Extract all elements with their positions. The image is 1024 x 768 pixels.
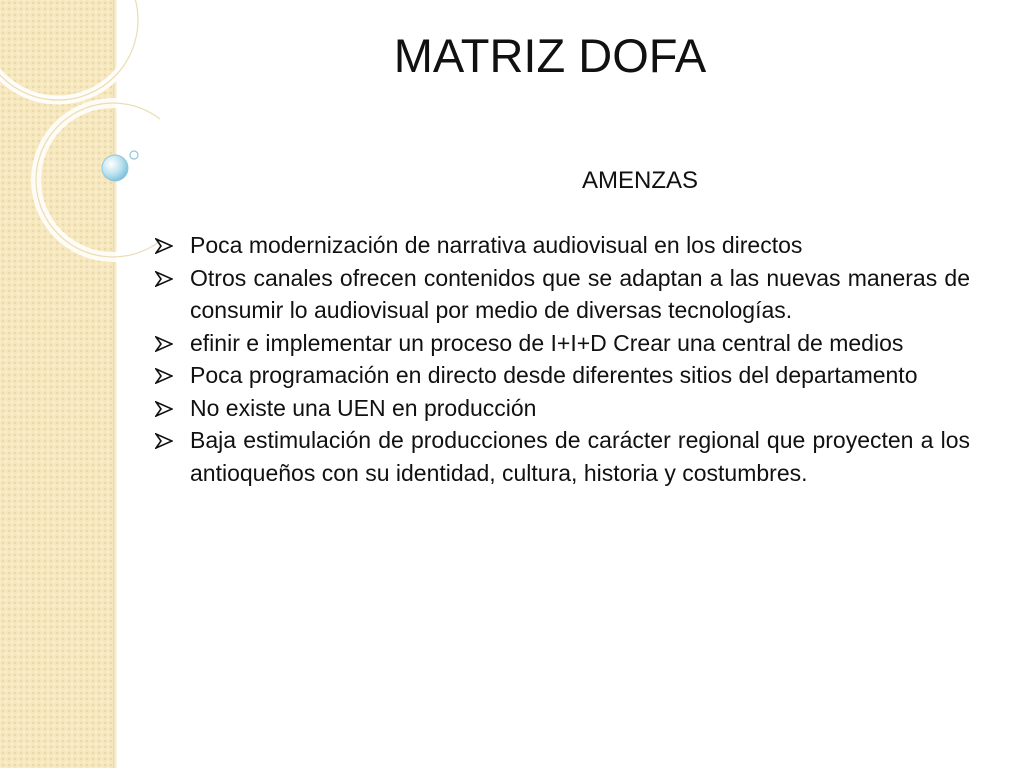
- arrow-bullet-icon: [155, 368, 173, 384]
- arrow-bullet-icon: [155, 336, 173, 352]
- list-item: [155, 424, 970, 489]
- arrow-bullet-icon: [155, 271, 173, 287]
- decorative-circles: [0, 0, 160, 320]
- list-item: [155, 327, 970, 360]
- arrow-bullet-icon: [155, 238, 173, 254]
- list-item: [155, 262, 970, 327]
- threats-list: [155, 229, 970, 489]
- list-item-text: efinir e implementar un proceso de I+I+D Crear una central de medios: [190, 329, 904, 356]
- list-item: [155, 392, 970, 425]
- list-item-text: No existe una UEN en producción: [190, 394, 537, 421]
- bubble-large: [102, 155, 128, 181]
- list-item-text: Poca modernización de narrativa audiovisual en los directos: [190, 232, 803, 258]
- bubble-small: [130, 151, 138, 159]
- list-item: [155, 229, 970, 262]
- arrow-bullet-icon: [155, 401, 173, 417]
- arrow-bullet-icon: [155, 433, 173, 449]
- list-item: [155, 359, 970, 392]
- list-item-text: Baja estimulación de producciones de carácter regional que proyecten a los antioqueños con su identidad, cultura, historia y costumbres.: [190, 427, 970, 486]
- slide-title: MATRIZ DOFA: [393, 29, 707, 82]
- section-heading: AMENZAS: [581, 167, 698, 194]
- list-item-text: Poca programación en directo desde diferentes sitios del departamento: [190, 362, 918, 388]
- list-item-text: Otros canales ofrecen contenidos que se adaptan a las nuevas maneras de consumir lo audiovisual por medio de diversas tecnologías.: [190, 264, 970, 323]
